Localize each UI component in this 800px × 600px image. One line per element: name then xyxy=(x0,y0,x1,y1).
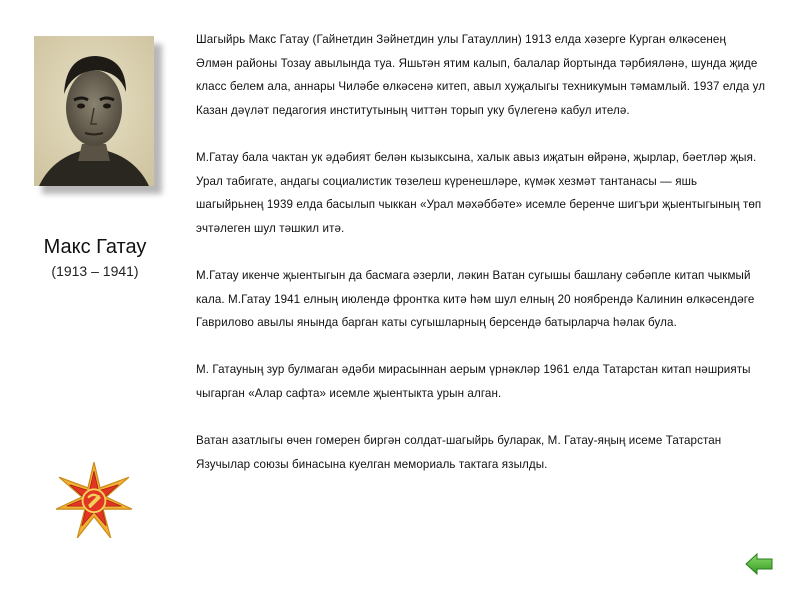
red-star-order-icon xyxy=(56,462,132,538)
author-years: (1913 – 1941) xyxy=(51,263,139,279)
back-button[interactable] xyxy=(745,553,773,575)
biography-paragraph: М.Гатау бала чактан ук әдәбият белән кызыксына, халык авыз иҗатын өйрәнә, җырлар, бәетләр җыя. Урал табигате, андагы социалистик төзелеш күренешләре, күмәк хезмәт тантанасы — яшь шагыйрьнең 1939 елда басылып чыккан «Урал мәхәббәте» исемле беренче шигъри җыентыгының төп эчтәлеген шул тәшкил итә. xyxy=(196,150,762,235)
author-caption xyxy=(20,236,170,279)
portrait-frame xyxy=(34,36,154,186)
biography-paragraph: М.Гатау икенче җыентыгын да басмага әзерли, ләкин Ватан сугышы башлану сәбәпле китап чыкмый кала. М.Гатау 1941 елның июлендә фронтка китә һәм шул елның 20 ноябрендә Калинин өлкәсендәге Гаврилово авылы янында барган каты сугышларның берсендә батырларча һәлак була. xyxy=(196,268,755,330)
biography-text xyxy=(196,28,766,476)
biography-paragraph: М. Гатауның зур булмаган әдәби мирасыннан аерым үрнәкләр 1961 елда Татарстан китап нәшрияты чыгарган «Алар сафта» исемле җыентыкта урын алган. xyxy=(196,363,751,400)
author-name: Макс Гатау xyxy=(43,236,147,258)
portrait-illustration xyxy=(34,36,154,186)
green-left-arrow-icon xyxy=(745,553,773,575)
portrait-photo xyxy=(34,36,154,186)
biography-paragraph: Ватан азатлыгы өчен гомерен биргән солдат-шагыйрь буларак, М. Гатау-яңың исеме Татарстан Язучылар союзы бинасына куелган мемориаль тактага язылды. xyxy=(196,434,722,471)
biography-paragraph: Шагыйрь Макс Гатау (Гайнетдин Зәйнетдин улы Гатауллин) 1913 елда хәзерге Курган өлкәсенең Әлмән районы Тозау авылында туа. Яшьтән ятим калып, балалар йортында тәрбияләнә, шунда җиде класс белем ала, аннары Чиләбе өлкәсенә китеп, авыл хуҗалыгы техникумын тәмамлый. 1937 елда ул Казан дәүләт педагогия институтының читтән торып уку бүлегенә кабул ителә. xyxy=(196,33,766,117)
